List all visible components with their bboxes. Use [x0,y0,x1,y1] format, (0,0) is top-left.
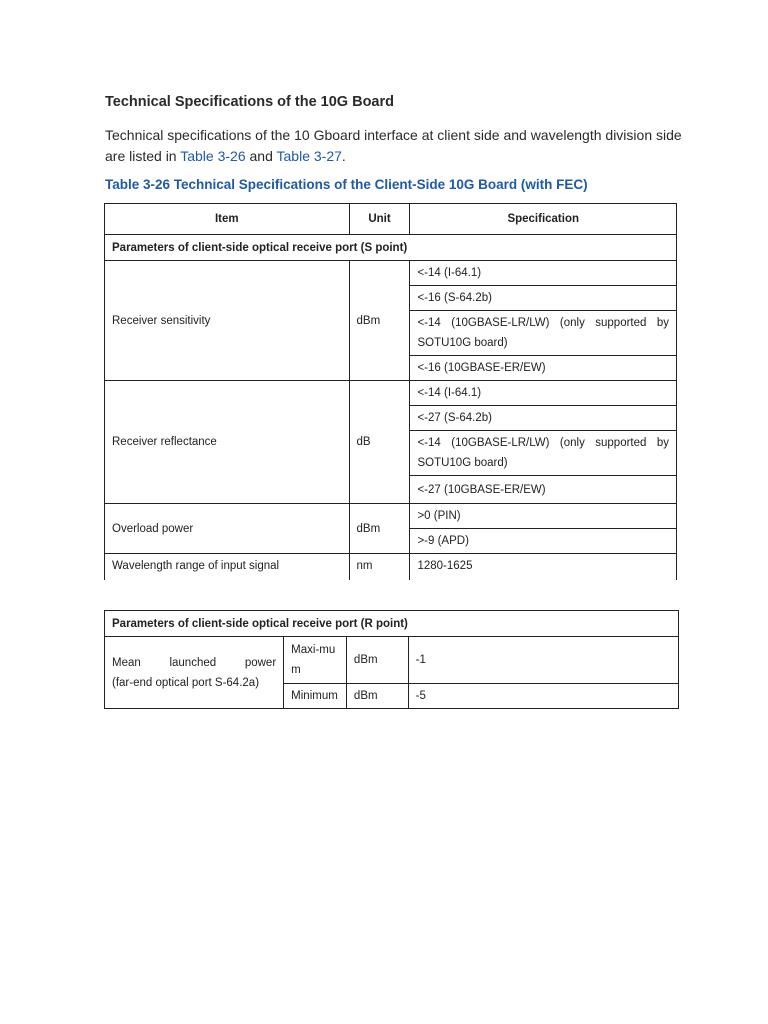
table-caption: Table 3-26 Technical Specifications of the Client-Side 10G Board (with FEC) [105,177,588,192]
mean-launched-power-item [105,637,284,709]
mean-launched-power-value: -5 [408,684,678,709]
table-row [105,554,677,581]
mean-launched-power-line1: Mean launched power [112,656,277,669]
group-label-r-point: Parameters of client-side optical receive port (R point) [105,611,679,637]
mean-launched-power-unit: dBm [346,637,408,684]
table-row [105,504,677,529]
intro-paragraph [105,125,685,167]
intro-text-before: Technical specifications of the 10 Gboard interface at client side and wavelength division side are listed in [105,127,682,164]
receiver-reflectance-spec: <-27 (10GBASE-ER/EW) [410,476,677,504]
wavelength-range-spec: 1280-1625 [410,554,677,581]
overload-power-spec: >0 (PIN) [410,504,677,529]
receiver-sensitivity-spec: <-16 (10GBASE-ER/EW) [410,356,677,381]
receiver-sensitivity-spec: <-16 (S-64.2b) [410,286,677,311]
receiver-sensitivity-item: Receiver sensitivity [105,261,350,381]
table-3-27-link[interactable]: Table 3-27 [276,148,342,164]
mean-launched-power-line2: (far-end optical port S-64.2a) [112,676,260,689]
mean-launched-power-sub: Minimum [284,684,347,709]
table-row [105,261,677,286]
section-title: Technical Specifications of the 10G Board [105,94,394,110]
group-label-s-point: Parameters of client-side optical receive port (S point) [105,235,677,261]
intro-text-mid: and [245,148,277,164]
receiver-reflectance-spec: <-14 (10GBASE-LR/LW) (only supported by SOTU10G board) [410,431,677,476]
table-3-26-link[interactable]: Table 3-26 [180,148,246,164]
header-item: Item [105,204,350,235]
overload-power-unit: dBm [349,504,410,554]
spec-table-client-side [104,203,677,580]
intro-text-after: . [341,148,346,164]
spec-table-r-point [104,610,679,709]
receiver-reflectance-item: Receiver reflectance [105,381,350,504]
overload-power-spec: >-9 (APD) [410,529,677,554]
receiver-reflectance-spec: <-14 (I-64.1) [410,381,677,406]
header-specification: Specification [410,204,677,235]
table-row [105,381,677,406]
receiver-sensitivity-spec: <-14 (I-64.1) [410,261,677,286]
receiver-sensitivity-spec: <-14 (10GBASE-LR/LW) (only supported by SOTU10G board) [410,311,677,356]
table-row [105,637,679,684]
receiver-reflectance-unit: dB [349,381,410,504]
group-row-s-point [105,235,677,261]
mean-launched-power-sub: Maxi-mum [284,637,347,684]
mean-launched-power-unit: dBm [346,684,408,709]
mean-launched-power-value: -1 [408,637,678,684]
receiver-sensitivity-unit: dBm [349,261,410,381]
group-row-r-point [105,611,679,637]
wavelength-range-item: Wavelength range of input signal [105,554,350,581]
table-header-row [105,204,677,235]
receiver-reflectance-spec: <-27 (S-64.2b) [410,406,677,431]
header-unit: Unit [349,204,410,235]
wavelength-range-unit: nm [349,554,410,581]
overload-power-item: Overload power [105,504,350,554]
